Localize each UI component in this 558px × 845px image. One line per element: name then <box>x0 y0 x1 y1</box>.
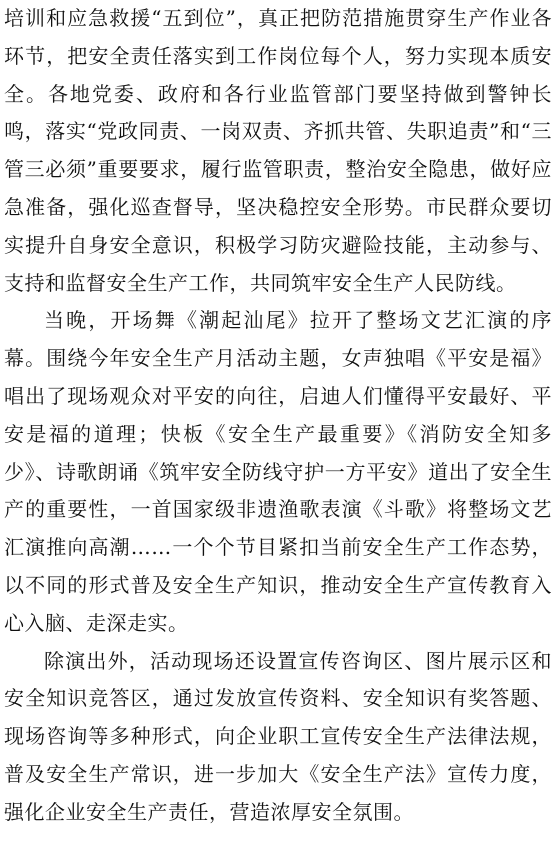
paragraph-onsite-activities: 除演出外，活动现场还设置宣传咨询区、图片展示区和安全知识竞答区，通过发放宣传资料、安全知识有奖答题、现场咨询等多种形式，向企业职工宣传安全生产法律法规，普及安全生产常识，进一步加大《安全生产法》宣传力度，强化企业安全生产责任，营造浓厚安全氛围。 <box>4 648 552 824</box>
paragraph-continuation: 培训和应急救援“五到位”，真正把防范措施贯穿生产作业各环节，把安全责任落实到工作岗位每个人，努力实现本质安全。各地党委、政府和各行业监管部门要坚持做到警钟长鸣，落实“党政同责、一岗双责、齐抓共管、失职追责”和“三管三必须”重要要求，履行监管职责，整治安全隐患，做好应急准备，强化巡查督导，坚决稳控安全形势。市民群众要切实提升自身安全意识，积极学习防灾避险技能，主动参与、支持和监督安全生产工作，共同筑牢安全生产人民防线。 <box>4 6 552 295</box>
paragraph-evening-performance: 当晚，开场舞《潮起汕尾》拉开了整场文艺汇演的序幕。围绕今年安全生产月活动主题，女声独唱《平安是福》唱出了现场观众对平安的向往，启迪人们懂得平安最好、平安是福的道理；快板《安全生产最重要》《消防安全知多少》、诗歌朗诵《筑牢安全防线守护一方平安》道出了安全生产的重要性，一首国家级非遗渔歌表演《斗歌》将整场文艺汇演推向高潮……一个个节目紧扣当前安全生产工作态势，以不同的形式普及安全生产知识，推动安全生产宣传教育入心入脑、走深走实。 <box>4 308 552 635</box>
